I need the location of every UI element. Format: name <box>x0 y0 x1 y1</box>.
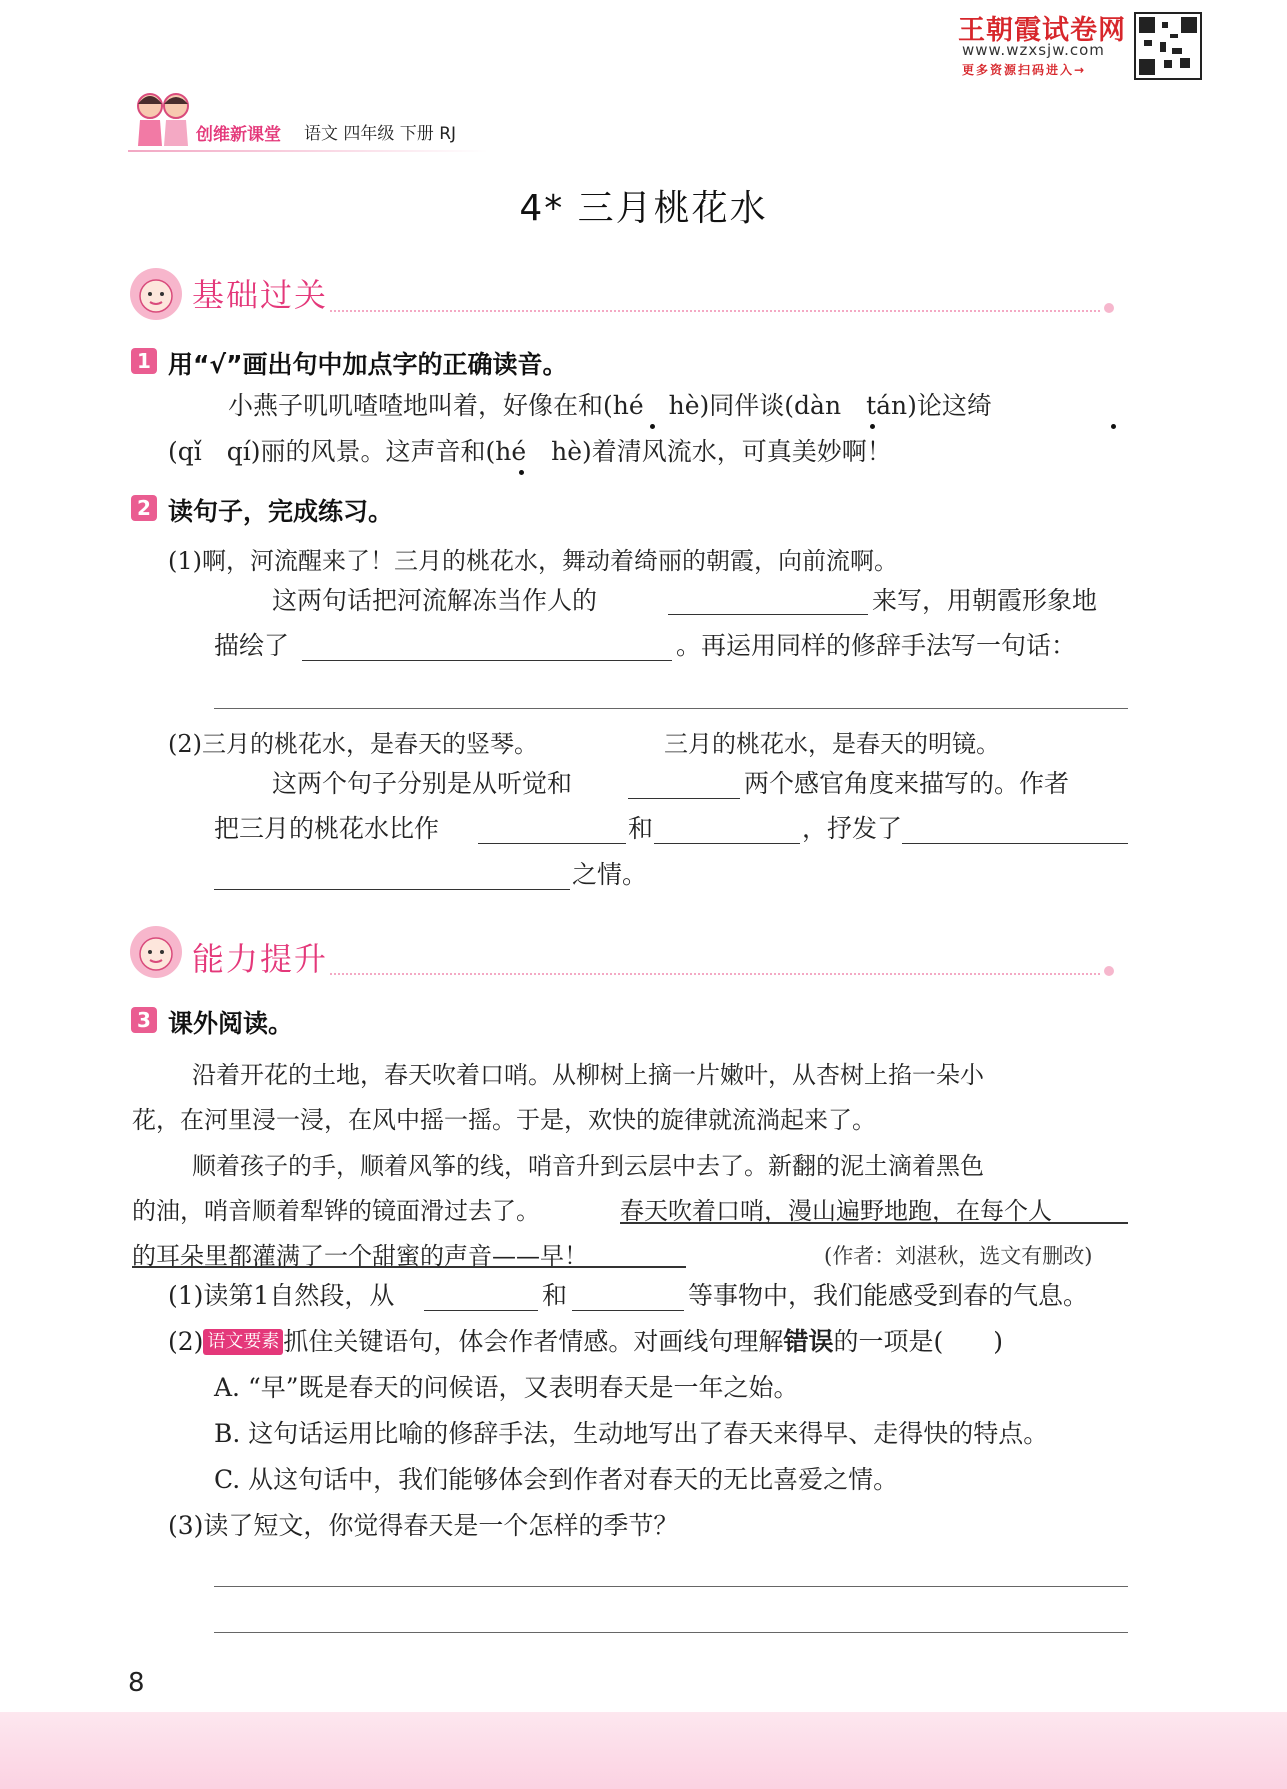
passage-line: 沿着开花的土地，春天吹着口哨。从柳树上摘一片嫩叶，从杏树上掐一朵小 <box>192 1061 984 1089</box>
section-title-basics: 基础过关 <box>192 276 329 314</box>
brand-title: 王朝霞试卷网 <box>958 15 1126 46</box>
q2-part2-text: 之情。 <box>572 860 648 889</box>
answer-blank[interactable] <box>668 614 868 615</box>
emphasis-dot <box>1111 424 1116 429</box>
answer-blank[interactable] <box>902 843 1128 844</box>
q2-part2-sentence: 三月的桃花水，是春天的明镜。 <box>664 730 1000 758</box>
answer-blank[interactable] <box>302 660 672 661</box>
emphasis-dot <box>519 470 524 475</box>
brand-url[interactable]: www.wzxsjw.com <box>962 41 1105 59</box>
question-number: 1 <box>131 348 157 374</box>
passage-line: 花，在河里浸一浸，在风中摇一摇。于是，欢快的旋律就流淌起来了。 <box>132 1106 876 1134</box>
sub-question-1: 等事物中，我们能感受到春的气息。 <box>688 1281 1089 1310</box>
passage-line: 的油，哨音顺着犁铧的镜面滑过去了。 <box>132 1197 540 1225</box>
answer-blank[interactable] <box>572 1310 684 1311</box>
course-info: 语文 四年级 下册 RJ <box>304 124 457 144</box>
q1-text-line-1: 小燕子叽叽喳喳地叫着，好像在和(hé hè)同伴谈(dàn tán)论这绮 <box>228 391 992 420</box>
q2-part1-text: 来写，用朝霞形象地 <box>872 586 1098 615</box>
passage-underlined: 的耳朵里都灌满了一个甜蜜的声音——早！ <box>132 1242 588 1270</box>
question-number: 2 <box>131 495 157 521</box>
q2-part1-text: 描绘了 <box>214 631 290 660</box>
question-title: 用“√”画出句中加点字的正确读音。 <box>168 350 568 379</box>
sub-question-2-text: 抓住关键语句，体会作者情感。对画线句理解 <box>283 1327 784 1356</box>
page-title: 4* 三月桃花水 <box>519 188 768 229</box>
q2-part2-text: 把三月的桃花水比作 <box>214 814 440 843</box>
q1-text-line-2: (qǐ qí)丽的风景。这声音和(hé hè)着清风流水，可真美妙啊！ <box>168 437 892 466</box>
sub-question-2-tail: 的一项是( ) <box>833 1327 1003 1356</box>
answer-line[interactable] <box>214 708 1128 709</box>
sub-question-1: (1)读第1自然段，从 <box>168 1281 395 1310</box>
question-title: 课外阅读。 <box>168 1009 294 1038</box>
q2-part2-text: ，抒发了 <box>802 814 903 843</box>
emphasis-dot <box>650 424 655 429</box>
sub-question-3: (3)读了短文，你觉得春天是一个怎样的季节？ <box>168 1511 679 1540</box>
sub-question-2-prefix: (2) <box>168 1327 204 1356</box>
footer-band <box>0 1712 1287 1789</box>
q2-part1-text: 这两句话把河流解冻当作人的 <box>272 586 598 615</box>
section-end-dot <box>1104 303 1114 313</box>
q2-part1-sentence: (1)啊，河流醒来了！三月的桃花水，舞动着绮丽的朝霞，向前流啊。 <box>168 547 898 575</box>
sub-question-1: 和 <box>542 1281 568 1310</box>
sub-question-2 <box>168 1329 1003 1355</box>
brand-tagline: 更多资源扫码进入→ <box>962 63 1087 77</box>
cartoon-face-icon <box>128 266 184 322</box>
answer-blank[interactable] <box>424 1310 538 1311</box>
underline <box>620 1222 1128 1224</box>
section-end-dot <box>1104 966 1114 976</box>
q2-part1-text: 。再运用同样的修辞手法写一句话： <box>676 631 1077 660</box>
passage-source: (作者：刘湛秋，选文有删改) <box>824 1244 1093 1268</box>
header-divider <box>128 150 488 152</box>
q2-part2-text: 这两个句子分别是从听觉和 <box>272 769 573 798</box>
kids-mascot-icon <box>128 88 198 154</box>
answer-line[interactable] <box>214 1586 1128 1587</box>
emphasis-dot <box>870 424 875 429</box>
series-name: 创维新课堂 <box>196 125 281 145</box>
sub-question-2-emphasis: 错误 <box>783 1327 834 1356</box>
q2-part2-text: 和 <box>628 814 654 843</box>
question-number: 3 <box>131 1007 157 1033</box>
passage-underlined: 春天吹着口哨，漫山遍野地跑，在每个人 <box>620 1197 1052 1225</box>
question-title: 读句子，完成练习。 <box>168 497 394 526</box>
answer-blank[interactable] <box>214 889 570 890</box>
answer-blank[interactable] <box>654 843 800 844</box>
option-a[interactable]: A. “早”既是春天的问候语，又表明春天是一年之始。 <box>214 1373 799 1402</box>
section-title-ability: 能力提升 <box>192 940 329 978</box>
option-c[interactable]: C. 从这句话中，我们能够体会到作者对春天的无比喜爱之情。 <box>214 1465 899 1494</box>
cartoon-face-icon <box>128 924 184 980</box>
language-element-badge: 语文要素 <box>203 1329 283 1355</box>
answer-line[interactable] <box>214 1632 1128 1633</box>
q2-part2-text: 两个感官角度来描写的。作者 <box>744 769 1070 798</box>
answer-blank[interactable] <box>478 843 626 844</box>
passage-line: 顺着孩子的手，顺着风筝的线，哨音升到云层中去了。新翻的泥土滴着黑色 <box>192 1152 984 1180</box>
underline <box>132 1266 686 1268</box>
answer-blank[interactable] <box>628 798 740 799</box>
page-number: 8 <box>128 1668 145 1698</box>
option-b[interactable]: B. 这句话运用比喻的修辞手法，生动地写出了春天来得早、走得快的特点。 <box>214 1419 1049 1448</box>
qr-code-icon[interactable] <box>1134 12 1202 80</box>
section-divider <box>330 310 1100 312</box>
q2-part2-sentence: (2)三月的桃花水，是春天的竖琴。 <box>168 730 538 758</box>
section-divider <box>330 973 1100 975</box>
